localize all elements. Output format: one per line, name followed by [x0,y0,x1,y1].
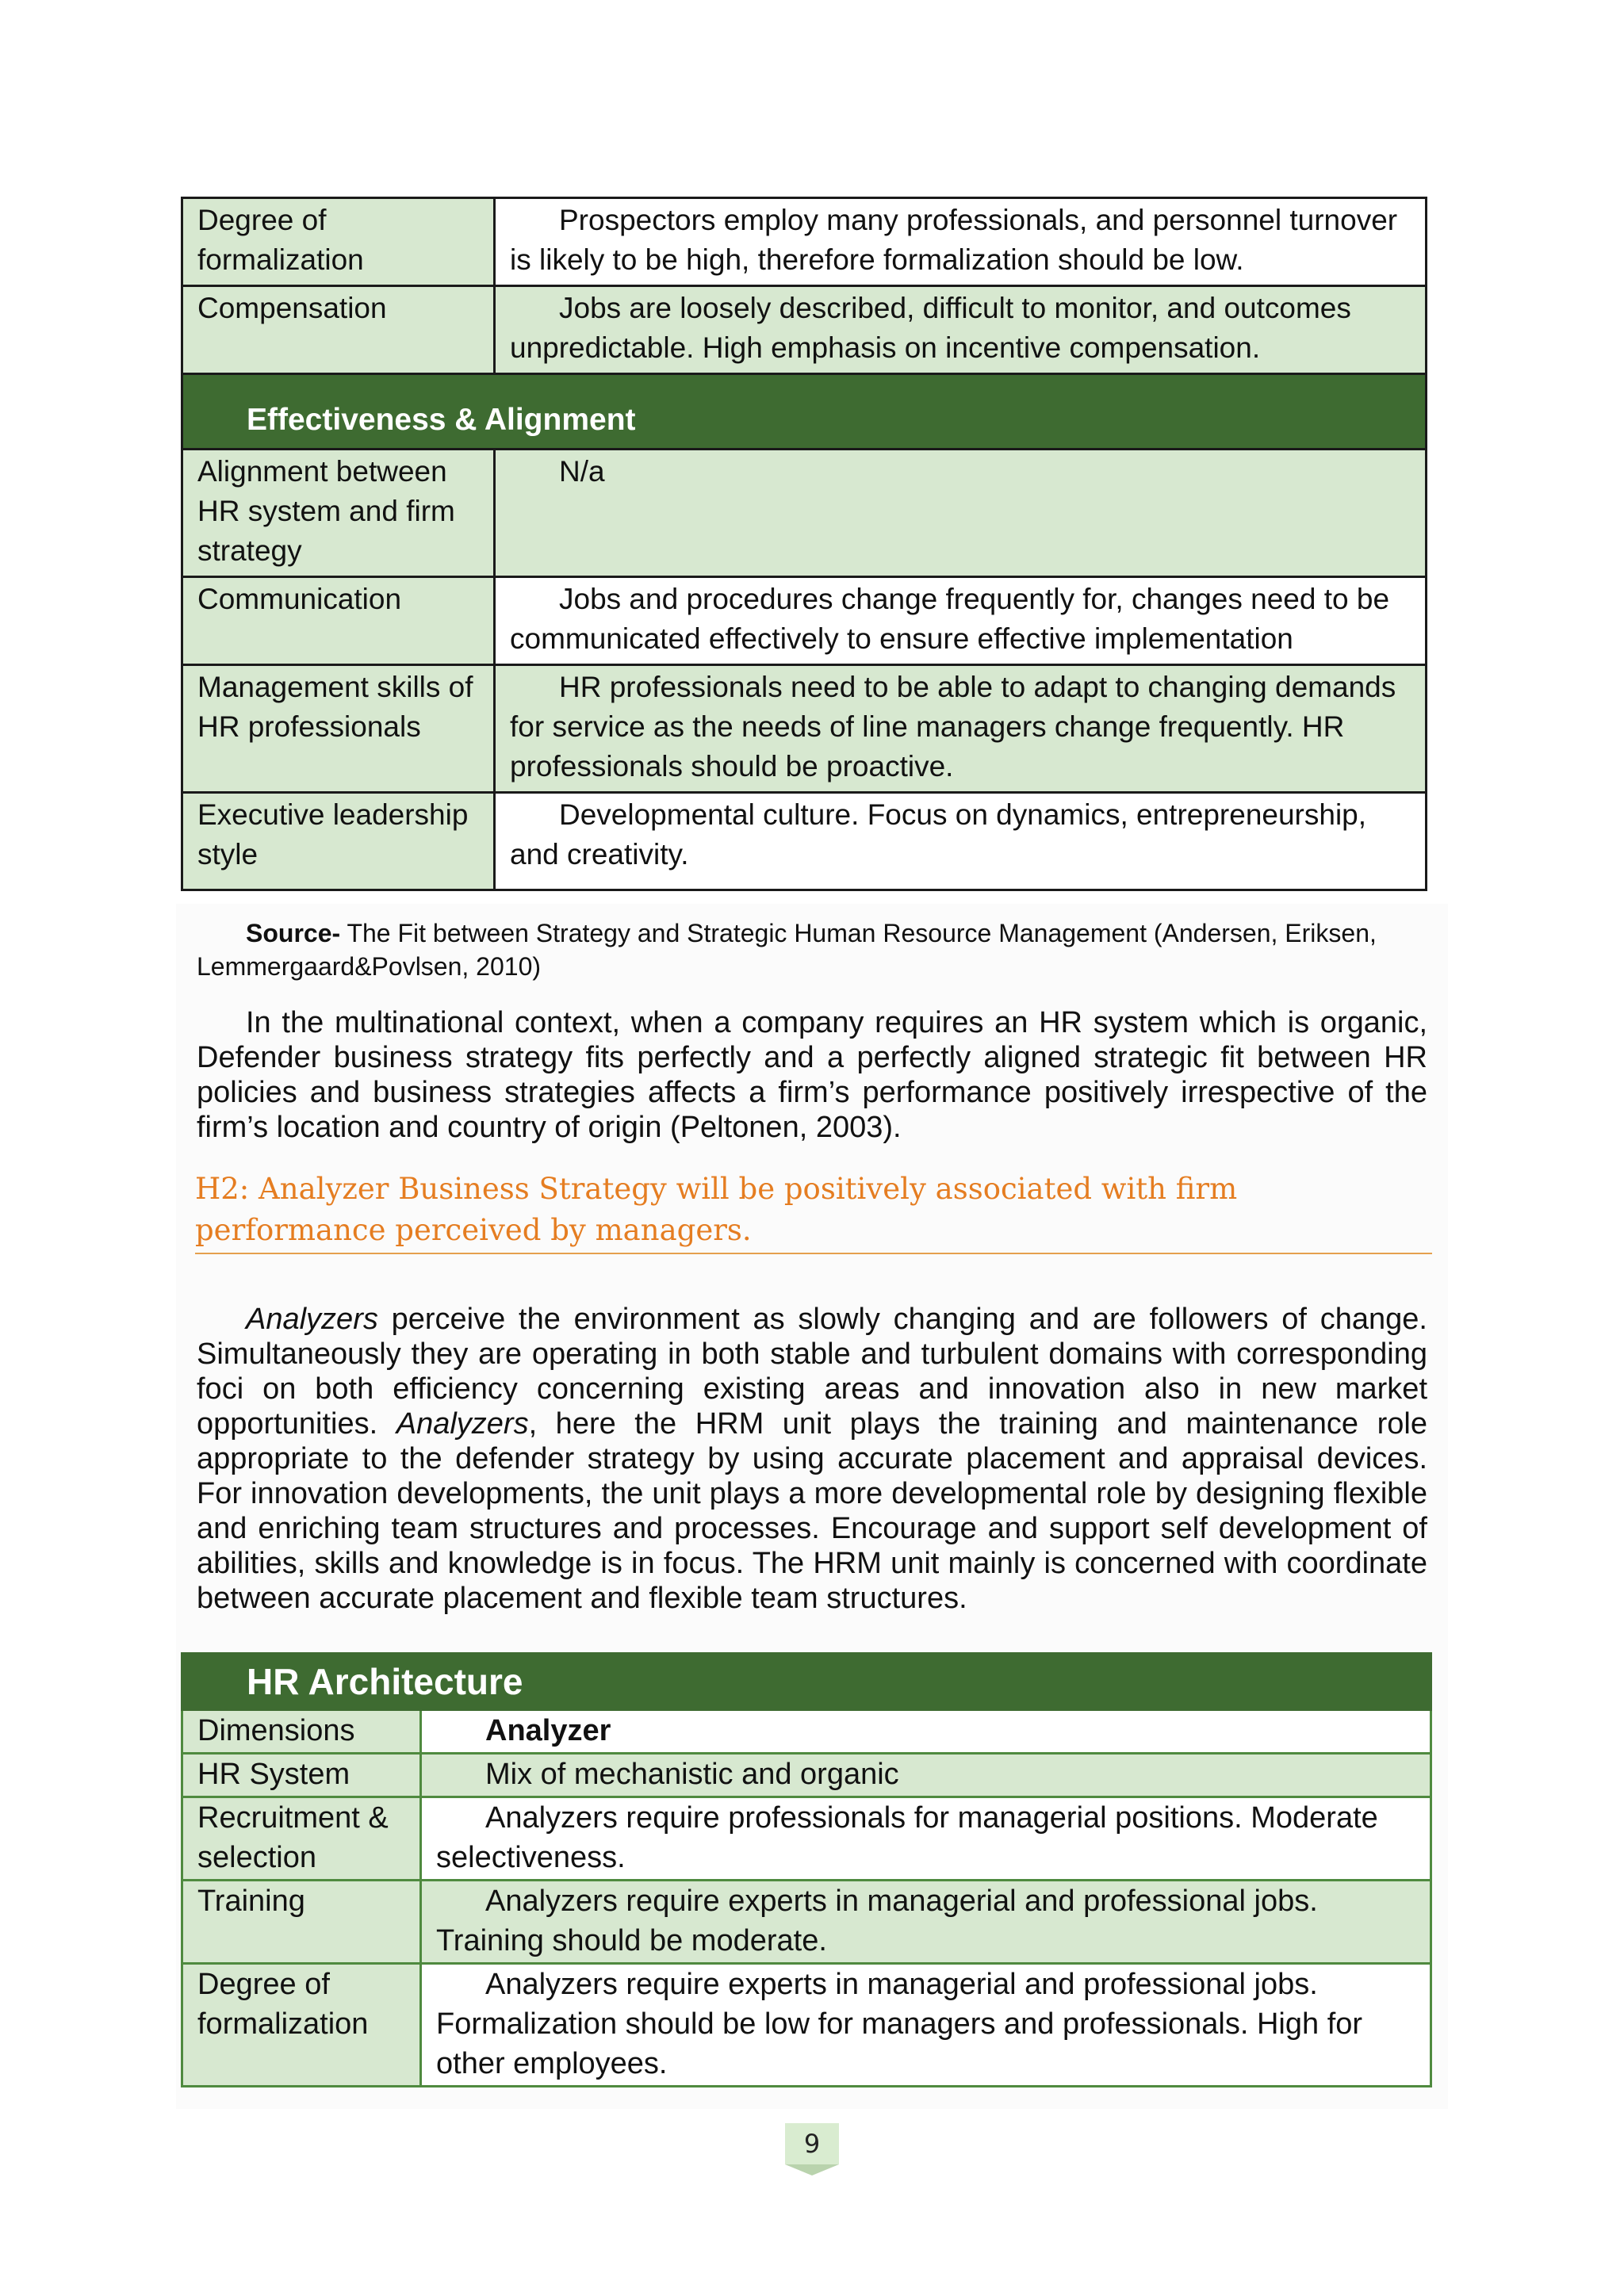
section-title: Effectiveness & Alignment [182,374,1427,450]
table-title: HR Architecture [182,1654,1431,1710]
table-row [182,286,1427,374]
value-cell: Jobs are loosely described, difficult to monitor, and outcomes unpredictable. High emphasis on incentive compensation. [495,286,1427,374]
value-cell: Analyzers require experts in managerial and professional jobs. Training should be moderate. [421,1881,1431,1964]
table-row [182,577,1427,665]
dimension-cell: Compensation [182,286,495,374]
dimension-cell: Communication [182,577,495,665]
value-cell: Mix of mechanistic and organic [421,1754,1431,1797]
page-number: 9 [785,2123,839,2164]
dimension-cell: Management skills of HR professionals [182,665,495,793]
page-number-tab-icon [785,2164,839,2175]
table-row [182,1754,1431,1797]
dimension-cell: Alignment between HR system and firm strategy [182,450,495,577]
hypothesis-heading: H2: Analyzer Business Strategy will be positively associated with firm performance perceived by managers. [195,1169,1432,1254]
source-label: Source- [246,919,341,947]
dimension-cell: Executive leadership style [182,793,495,890]
value-cell: Analyzers require professionals for managerial positions. Moderate selectiveness. [421,1797,1431,1881]
value-cell: Jobs and procedures change frequently for, changes need to be communicated effectively to ensure effective implementation [495,577,1427,665]
paragraph: Analyzers perceive the environment as slowly changing and are followers of change. Simultaneously they are operating in both stable and turbulent domains with corresponding foci on both efficiency concerning existing areas and innovation also in new market opportunities. Analyzers, here the HRM unit plays the training and maintenance role appropriate to the defender strategy by using accurate placement and appraisal devices. For innovation developments, the unit plays a more developmental role by designing flexible and enriching team structures and processes. Encourage and support self development of abilities, skills and knowledge is in focus. The HRM unit mainly is concerned with coordinate between accurate placement and flexible team structures. [197,1303,1427,1615]
table-row [182,793,1427,890]
hr-architecture-table [181,1652,1432,2087]
value-cell: Prospectors employ many professionals, and personnel turnover is likely to be high, therefore formalization should be low. [495,198,1427,286]
value-cell: Developmental culture. Focus on dynamics, entrepreneurship, and creativity. [495,793,1427,890]
table-row [182,1797,1431,1881]
source-citation [197,916,1431,983]
value-cell: N/a [495,450,1427,577]
table-row [182,665,1427,793]
table-row [182,1964,1431,2087]
dimension-cell: Dimensions [182,1710,421,1754]
dimension-cell: Training [182,1881,421,1964]
source-text: The Fit between Strategy and Strategic Human Resource Management (Andersen, Eriksen, Lemmergaard&Povlsen, 2010) [197,919,1377,981]
value-cell: Analyzers require experts in managerial and professional jobs. Formalization should be low for managers and professionals. High for other employees. [421,1964,1431,2087]
dimension-cell: HR System [182,1754,421,1797]
table-row [182,1881,1431,1964]
section-header-row [182,374,1427,450]
table-row [182,450,1427,577]
hr-table-prospector [181,197,1427,891]
table-header-row [182,1654,1431,1710]
table-row [182,198,1427,286]
dimension-cell: Degree of formalization [182,1964,421,2087]
value-cell: Analyzer [421,1710,1431,1754]
table-row [182,1710,1431,1754]
dimension-cell: Degree of formalization [182,198,495,286]
value-cell: HR professionals need to be able to adapt to changing demands for service as the needs of line managers change frequently. HR professionals should be proactive. [495,665,1427,793]
dimension-cell: Recruitment & selection [182,1797,421,1881]
paragraph: In the multinational context, when a company requires an HR system which is organic, Defender business strategy fits perfectly and a perfectly aligned strategic fit between HR policies and business strategies affects a firm’s performance positively irrespective of the firm’s location and country of origin (Peltonen, 2003). [197,1006,1427,1144]
